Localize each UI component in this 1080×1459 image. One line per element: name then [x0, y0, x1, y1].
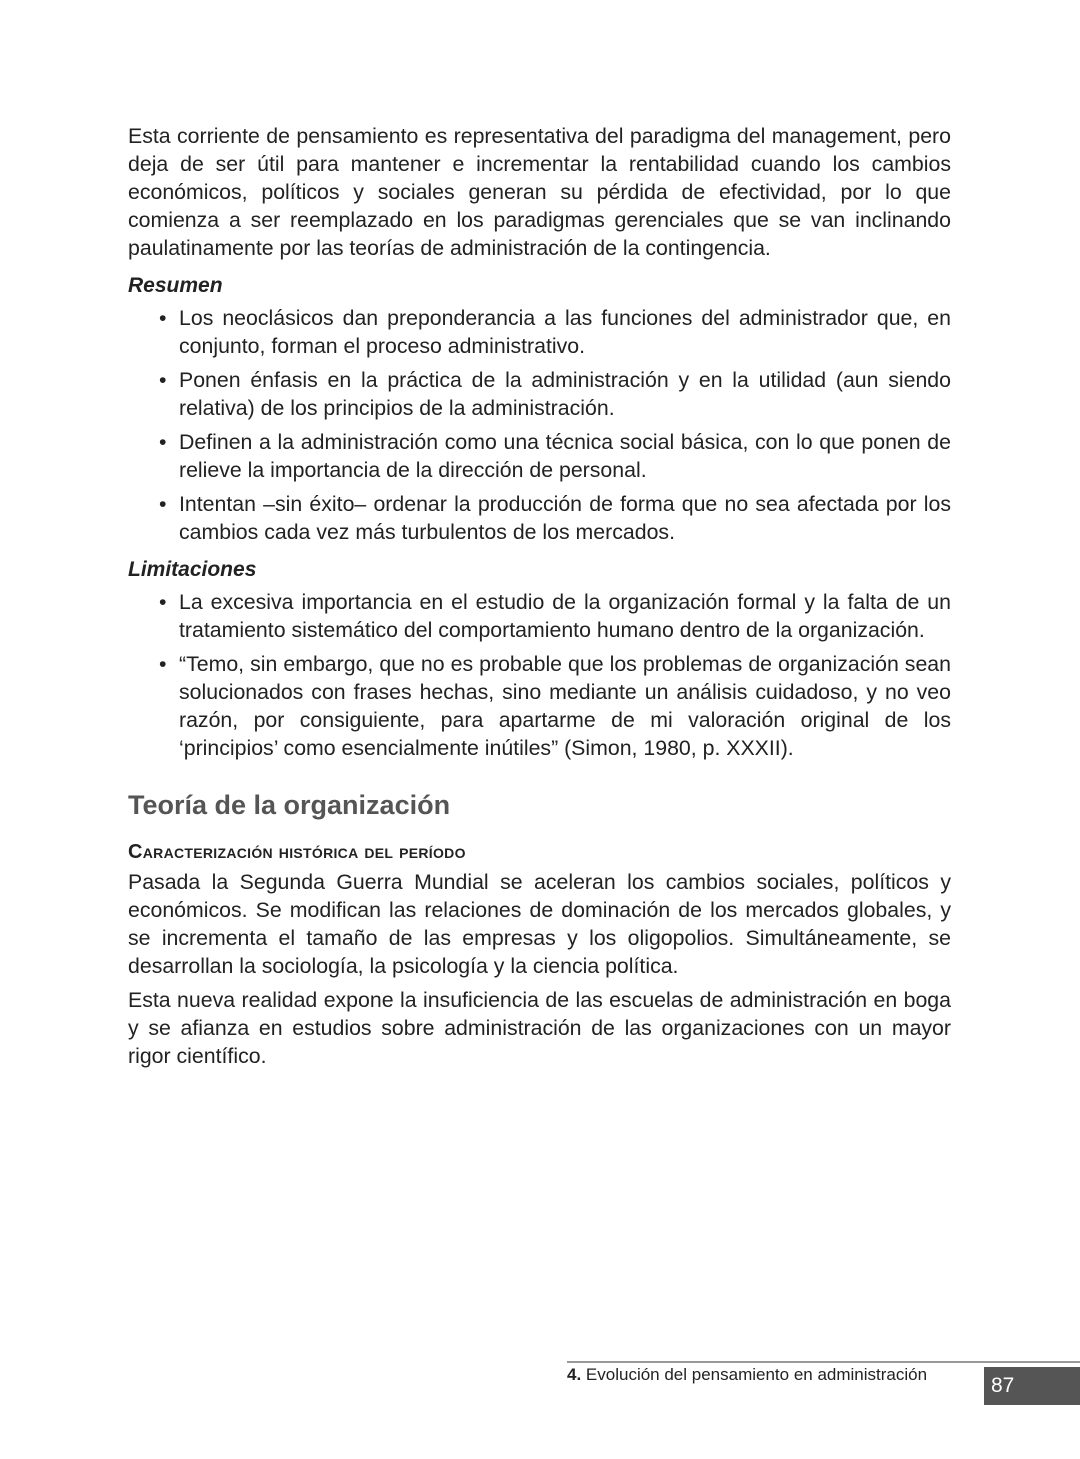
list-item: • Ponen énfasis en la práctica de la administración y en la utilidad (aun siendo relativa) de los principios de la administración. — [179, 366, 951, 422]
limitaciones-list — [128, 588, 951, 762]
section-subtitle: Caracterización histórica del período — [128, 841, 466, 863]
footer-chapter — [567, 1365, 927, 1385]
chapter-number: 4. — [567, 1365, 582, 1384]
section-paragraph: Pasada la Segunda Guerra Mundial se aceleran los cambios sociales, políticos y económicos. Se modifican las relaciones de dominación de los mercados globales, y se incrementa el tamaño de las empresas y los oligopolios. Simultáneamente, se desarrollan la sociología, la psicología y la ciencia política. — [128, 870, 951, 978]
intro-paragraph: Esta corriente de pensamiento es representativa del paradigma del management, pero deja de ser útil para mantener e incrementar la rentabilidad cuando los cambios económicos, políticos y sociales generan su pérdida de efectividad, por lo que comienza a ser reemplazado en los paradigmas gerenciales que se van inclinando paulatinamente por las teorías de administración de la contingencia. — [128, 124, 951, 260]
list-item: • “Temo, sin embargo, que no es probable que los problemas de organización sean solucionados con frases hechas, sino mediante un análisis cuidadoso, y no veo razón, por consiguiente, para apartarme de mi valoración original de los ‘principios’ como esencialmente inútiles” (Simon, 1980, p. XXXII). — [179, 650, 951, 762]
list-item: • Definen a la administración como una técnica social básica, con lo que ponen de relieve la importancia de la dirección de personal. — [179, 428, 951, 484]
list-item: • Intentan –sin éxito– ordenar la producción de forma que no sea afectada por los cambios cada vez más turbulentos de los mercados. — [179, 490, 951, 546]
resumen-list — [128, 304, 951, 546]
section-paragraph: Esta nueva realidad expone la insuficiencia de las escuelas de administración en boga y se afianza en estudios sobre administración de las organizaciones con un mayor rigor científico. — [128, 988, 951, 1068]
limitaciones-heading: Limitaciones — [128, 558, 257, 581]
resumen-heading: Resumen — [128, 274, 223, 297]
footer-divider — [567, 1361, 1080, 1363]
chapter-title: Evolución del pensamiento en administración — [585, 1365, 928, 1384]
page-content — [128, 122, 951, 1076]
section-title: Teoría de la organización — [128, 790, 451, 820]
page-number: 87 — [984, 1367, 1080, 1405]
list-item: • Los neoclásicos dan preponderancia a las funciones del administrador que, en conjunto, forman el proceso administrativo. — [179, 304, 951, 360]
list-item: • La excesiva importancia en el estudio de la organización formal y la falta de un tratamiento sistemático del comportamiento humano dentro de la organización. — [179, 588, 951, 644]
